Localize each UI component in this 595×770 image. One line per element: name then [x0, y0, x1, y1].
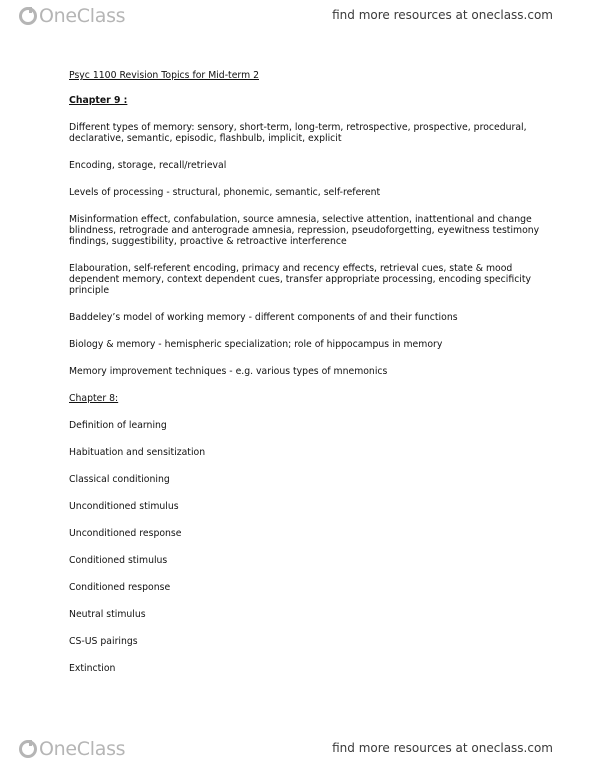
- topic-item: Levels of processing - structural, phonemic, semantic, self-referent: [69, 187, 381, 198]
- topic-item: Baddeley’s model of working memory - different components of and their functions: [69, 312, 458, 323]
- document-body: [69, 70, 549, 690]
- topic-item: Conditioned response: [69, 582, 171, 593]
- topic-item: Habituation and sensitization: [69, 447, 206, 458]
- logo-text: OneClass: [39, 738, 126, 760]
- logo-text: OneClass: [39, 5, 126, 27]
- oneclass-logo-icon: [18, 6, 38, 26]
- topic-item: Conditioned stimulus: [69, 555, 168, 566]
- topic-item: Unconditioned response: [69, 528, 182, 539]
- topic-item: Extinction: [69, 663, 116, 674]
- chapter-9-heading: Chapter 9 :: [69, 95, 128, 106]
- topic-item: Elabouration, self-referent encoding, primacy and recency effects, retrieval cues, state & mood dependent memory, context dependent cues, transfer appropriate processing, encoding specificity principle: [69, 263, 532, 296]
- topic-item: Misinformation effect, confabulation, source amnesia, selective attention, inattentional and change blindness, retrograde and anterograde amnesia, repression, pseudoforgetting, eyewitness testimony findings, suggestibility, proactive & retroactive interference: [69, 214, 540, 247]
- topic-item: Encoding, storage, recall/retrieval: [69, 160, 227, 171]
- header-logo[interactable]: [18, 4, 125, 28]
- footer-tagline-link[interactable]: find more resources at oneclass.com: [332, 741, 553, 755]
- footer-logo[interactable]: [18, 737, 125, 761]
- topic-item: CS-US pairings: [69, 636, 138, 647]
- topic-item: Neutral stimulus: [69, 609, 146, 620]
- topic-item: Unconditioned stimulus: [69, 501, 179, 512]
- topic-item: Different types of memory: sensory, short-term, long-term, retrospective, prospective, procedural, declarative, semantic, episodic, flashbulb, implicit, explicit: [69, 122, 527, 144]
- topic-item: Definition of learning: [69, 420, 167, 431]
- topic-item: Classical conditioning: [69, 474, 170, 485]
- topic-item: Memory improvement techniques - e.g. various types of mnemonics: [69, 366, 388, 377]
- document-title: Psyc 1100 Revision Topics for Mid-term 2: [69, 70, 260, 81]
- oneclass-logo-icon: [18, 739, 38, 759]
- topic-item: Biology & memory - hemispheric specialization; role of hippocampus in memory: [69, 339, 443, 350]
- chapter-8-heading: Chapter 8:: [69, 393, 119, 404]
- header-tagline-link[interactable]: find more resources at oneclass.com: [332, 8, 553, 22]
